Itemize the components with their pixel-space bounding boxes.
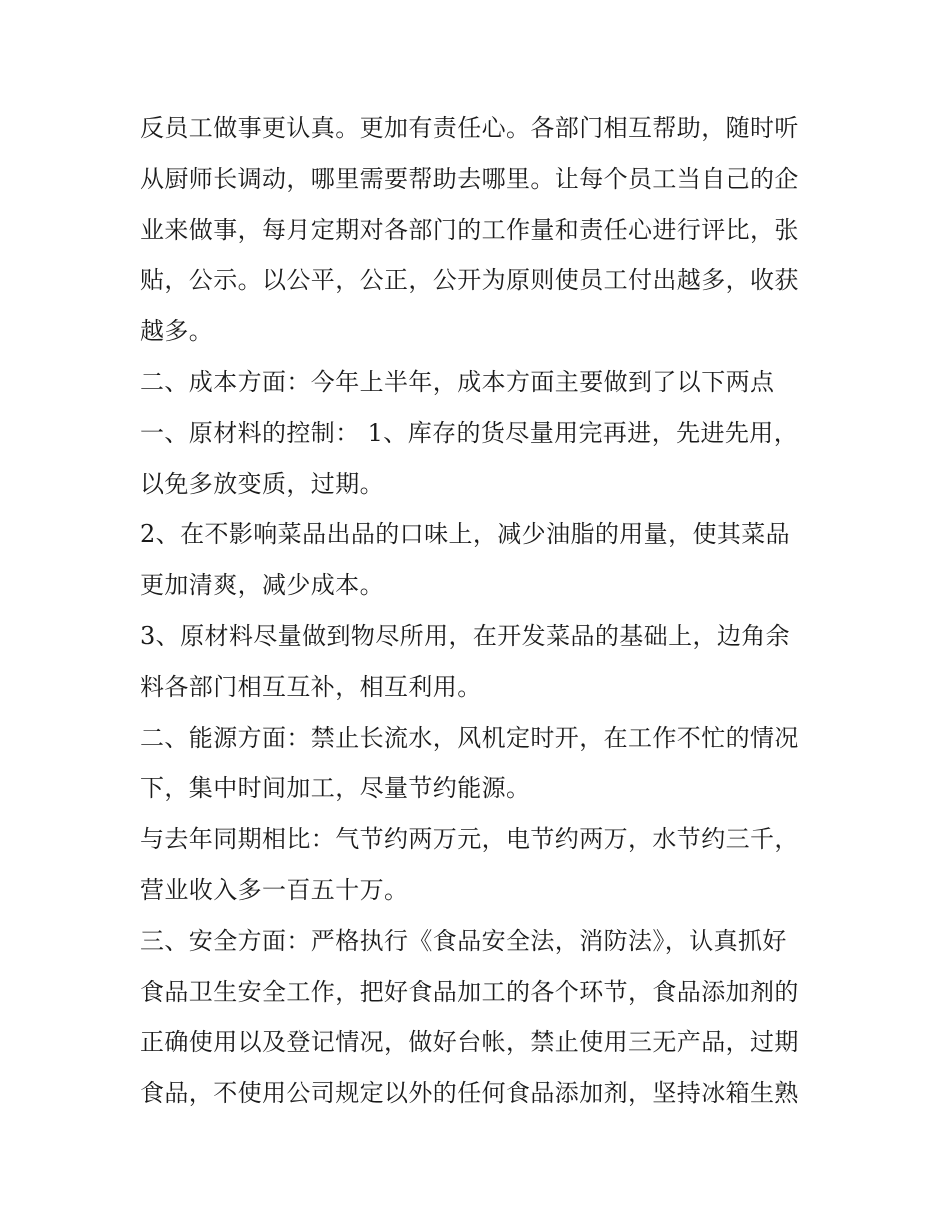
text-line: 以免多放变质，过期。 [140, 469, 384, 498]
text-line: 二、成本方面：今年上半年，成本方面主要做到了以下两点 [140, 367, 775, 396]
text-line: 下，集中时间加工，尽量节约能源。 [140, 774, 531, 803]
text-line: 料各部门相互互补，相互利用。 [140, 672, 482, 701]
text-line: 三、安全方面：严格执行《食品安全法，消防法》，认真抓好 [140, 926, 787, 955]
text-line: 二、能源方面：禁止长流水，风机定时开，在工作不忙的情况 [140, 723, 799, 752]
text-line: 反员工做事更认真。更加有责任心。各部门相互帮助，随时听 [140, 114, 799, 142]
text-line: 正确使用以及登记情况，做好台帐，禁止使用三无产品，过期 [140, 1028, 799, 1057]
document-body [140, 103, 820, 1119]
text-line: 营业收入多一百五十万。 [140, 875, 409, 904]
text-line: 越多。 [140, 317, 214, 346]
text-line: 食品，不使用公司规定以外的任何食品添加剂，坚持冰箱生熟 [140, 1079, 799, 1108]
text-line: 3、原材料尽量做到物尽所用，在开发菜品的基础上，边角余 [140, 621, 791, 650]
text-line: 更加清爽，减少成本。 [140, 571, 384, 600]
text-line: 业来做事，每月定期对各部门的工作量和责任心进行评比，张 [140, 215, 799, 244]
text-line: 与去年同期相比：气节约两万元，电节约两万，水节约三千， [140, 825, 799, 854]
text-line: 贴，公示。以公平，公正，公开为原则使员工付出越多，收获 [140, 266, 799, 295]
text-line: 2、在不影响菜品出品的口味上，减少油脂的用量，使其菜品 [140, 520, 791, 549]
text-line: 一、原材料的控制： 1、库存的货尽量用完再进，先进先用， [140, 418, 799, 447]
text-line: 食品卫生安全工作，把好食品加工的各个环节，食品添加剂的 [140, 977, 799, 1006]
text-line: 从厨师长调动，哪里需要帮助去哪里。让每个员工当自己的企 [140, 164, 799, 193]
